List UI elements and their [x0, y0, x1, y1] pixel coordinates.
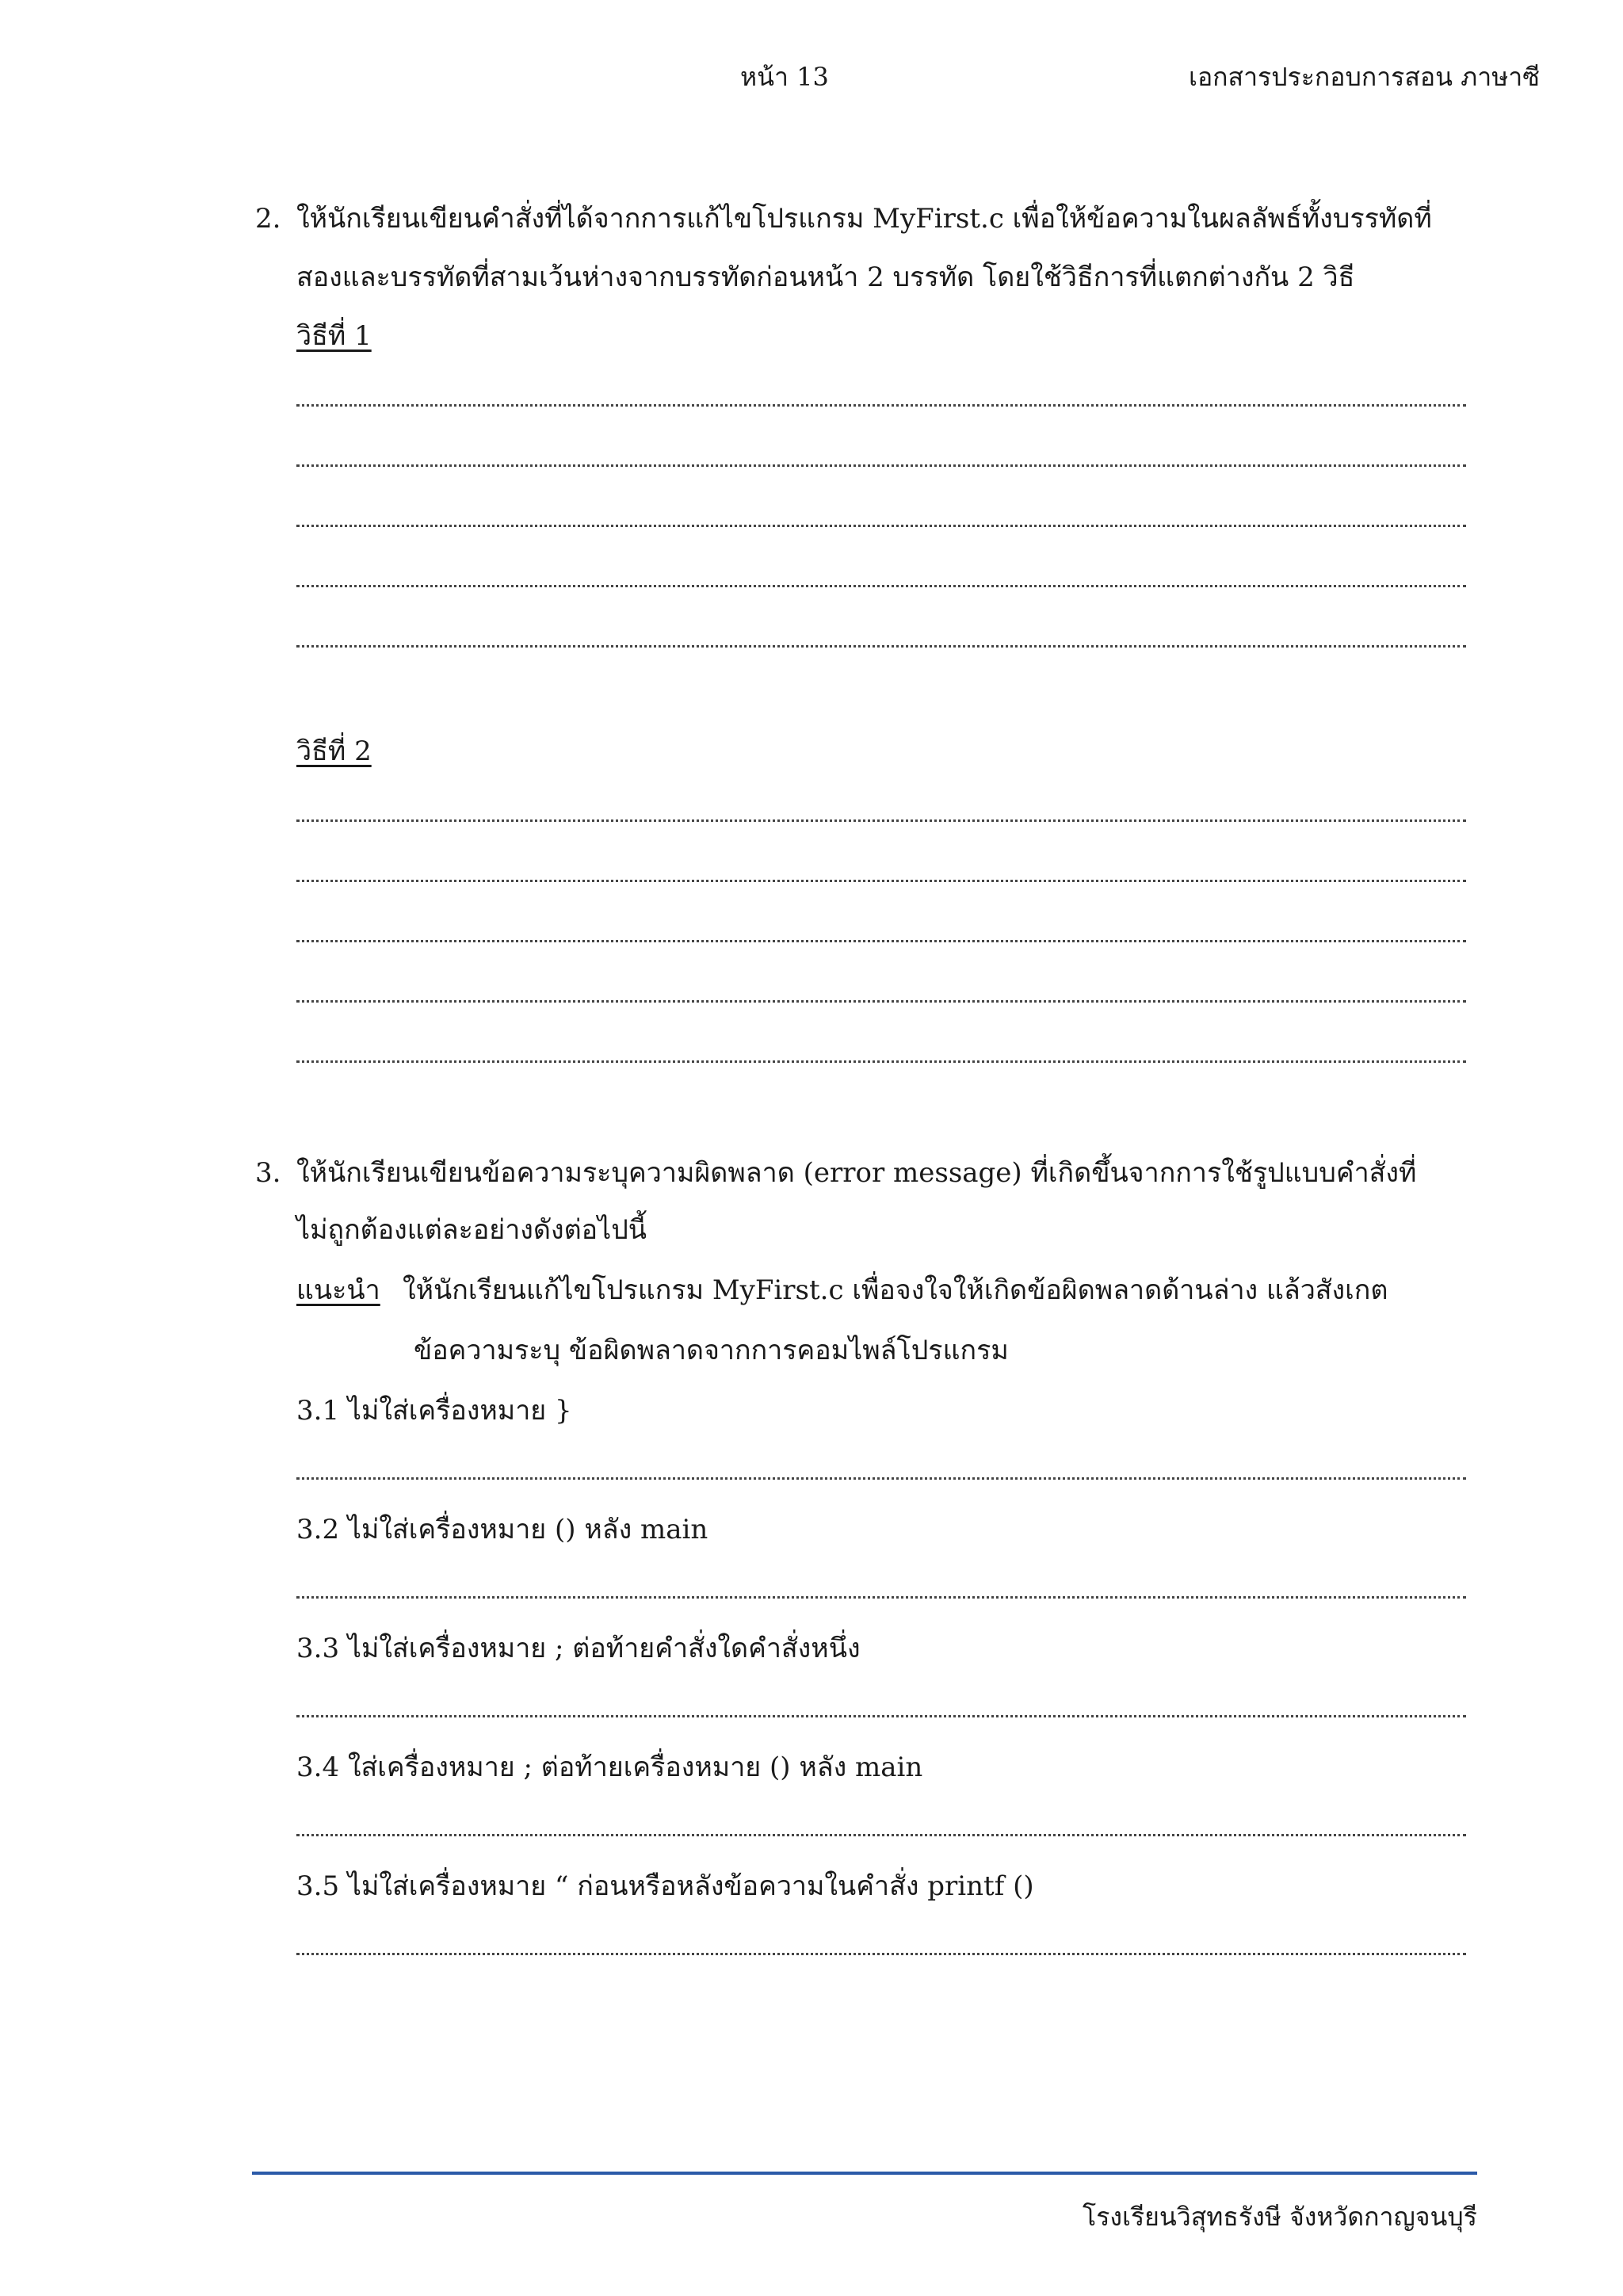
answer-line [296, 404, 1466, 407]
q2-text-line1: ให้นักเรียนเขียนคำสั่งที่ได้จากการแก้ไขโปรแกรม MyFirst.c เพื่อให้ข้อความในผลลัพธ์ทั้งบรรทัดที่ [296, 203, 1432, 235]
q3-item-2: 3.2 ไม่ใส่เครื่องหมาย () หลัง main [296, 1514, 708, 1545]
q3-hint-line1: ให้นักเรียนแก้ไขโปรแกรม MyFirst.c เพื่อจงใจให้เกิดข้อผิดพลาดด้านล่าง แล้วสังเกต [403, 1274, 1388, 1306]
q3-number: 3. [255, 1157, 281, 1189]
q2-method1-label: วิธีที่ 1 [296, 320, 372, 352]
q3-item-1: 3.1 ไม่ใส่เครื่องหมาย } [296, 1395, 572, 1427]
q3-item-4: 3.4 ใส่เครื่องหมาย ; ต่อท้ายเครื่องหมาย () หลัง main [296, 1752, 923, 1783]
answer-line [296, 585, 1466, 587]
answer-line [296, 1834, 1466, 1836]
answer-line [296, 1477, 1466, 1480]
q3-item-5: 3.5 ไม่ใส่เครื่องหมาย “ ก่อนหรือหลังข้อความในคำสั่ง printf () [296, 1870, 1034, 1902]
document-title: เอกสารประกอบการสอน ภาษาซี [1189, 62, 1540, 92]
answer-line [296, 464, 1466, 467]
answer-line [296, 645, 1466, 648]
answer-line [296, 1060, 1466, 1063]
answer-line [296, 940, 1466, 942]
q2-number: 2. [255, 203, 281, 235]
answer-line [296, 880, 1466, 882]
footer-school: โรงเรียนวิสุทธรังษี จังหวัดกาญจนบุรี [1083, 2202, 1477, 2232]
q3-text-line1: ให้นักเรียนเขียนข้อความระบุความผิดพลาด (error message) ที่เกิดขึ้นจากการใช้รูปแบบคำสั่งที่ [296, 1157, 1417, 1189]
answer-line [296, 819, 1466, 822]
q3-text-line2: ไม่ถูกต้องแต่ละอย่างดังต่อไปนี้ [296, 1214, 647, 1246]
q2-method2-label: วิธีที่ 2 [296, 735, 372, 767]
q3-hint-label: แนะนำ [296, 1274, 380, 1306]
answer-line [296, 525, 1466, 527]
footer-rule [252, 2172, 1477, 2175]
answer-line [296, 1596, 1466, 1599]
q3-item-3: 3.3 ไม่ใส่เครื่องหมาย ; ต่อท้ายคำสั่งใดคำสั่งหนึ่ง [296, 1633, 861, 1664]
q2-text-line2: สองและบรรทัดที่สามเว้นห่างจากบรรทัดก่อนหน้า 2 บรรทัด โดยใช้วิธีการที่แตกต่างกัน 2 วิธี [296, 262, 1355, 293]
q3-hint-line2: ข้อความระบุ ข้อผิดพลาดจากการคอมไพล์โปรแกรม [414, 1335, 1009, 1366]
page-number: หน้า 13 [740, 62, 829, 92]
answer-line [296, 1953, 1466, 1955]
answer-line [296, 1715, 1466, 1717]
answer-line [296, 1000, 1466, 1003]
